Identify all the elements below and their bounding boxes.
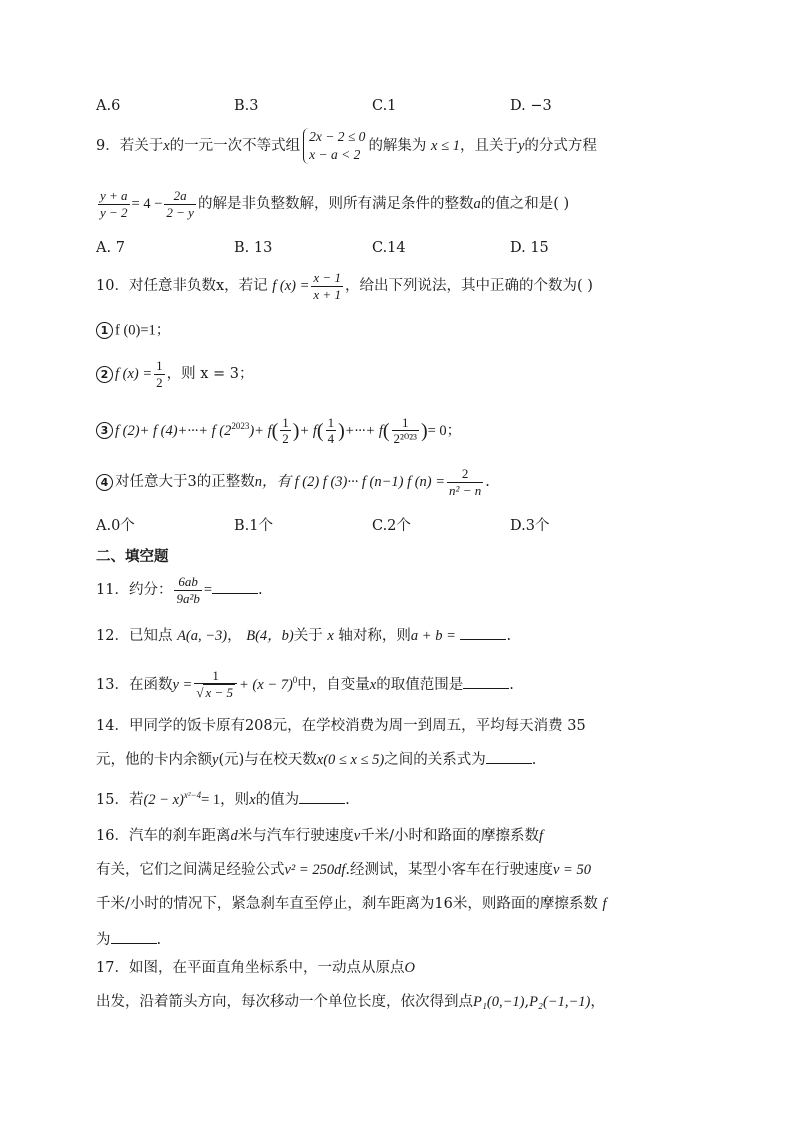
left-paren: ( <box>316 419 324 442</box>
q9-line-2: $\frac{y + a}{y - 2}$ = 4 − $\frac{2a}{2 - y}$ 的解是非负整数解，则所有满足条件的整数a的值之和是( ) <box>100 187 570 220</box>
q16-line-3: 千米/小时的情况下，紧急刹车直至停止，刹车距离为16米，则路面的摩擦系数 f <box>96 896 607 912</box>
right-paren: ) <box>292 419 300 442</box>
q9-option-b: B. 13 <box>234 240 273 256</box>
q10-s3-fraction-2: $\frac{1}{4}$ <box>327 414 335 447</box>
q10-fraction: $\frac{x - 1}{x + 1}$ <box>313 269 341 302</box>
q10-s3-fraction-1: $\frac{1}{2}$ <box>282 414 289 447</box>
q10-option-c: C.2个 <box>372 518 411 534</box>
q10-s4-fraction: $\frac{2}{\text{n² − n}}$ <box>449 465 482 498</box>
q16-line-1: 16．汽车的刹车距离d米与汽车行驶速度v千米/小时和路面的摩擦系数f <box>96 828 544 844</box>
q14-line-2: 元，他的卡内余额y(元)与在校天数x(0 ≤ x ≤ 5)之间的关系式为 . <box>96 752 537 768</box>
circled-number-4: 4 <box>96 474 113 491</box>
q17-line-1: 17．如图，在平面直角坐标系中，一动点从原点O <box>96 960 415 976</box>
q14-line-1: 14．甲同学的饭卡原有208元，在学校消费为周一到周五，平均每天消费 35 <box>96 718 586 734</box>
q12: 12．已知点 A(a, −3)， B(4，b)关于 x 轴对称，则a + b = . <box>96 628 512 644</box>
left-paren: ( <box>382 419 390 442</box>
sqrt-sign: √ <box>196 685 204 701</box>
q9-option-a: A. 7 <box>96 240 125 256</box>
circled-number-2: 2 <box>96 366 113 383</box>
answer-blank[interactable] <box>299 791 345 804</box>
left-paren: ( <box>271 419 279 442</box>
q8-option-b: B.3 <box>234 98 259 114</box>
q10-statement-4: 4 对任意大于3的正整数n，有 f (2) f (3)··· f (n−1) f (n) = $\frac{2}{\text{n² − n}}$ . <box>96 462 490 502</box>
q9-option-c: C.14 <box>372 240 406 256</box>
q9-fraction-2: $\frac{2a}{2 - y}$ <box>166 187 194 220</box>
answer-blank[interactable] <box>212 581 258 594</box>
q9-option-d: D. 15 <box>510 240 549 256</box>
q10-option-d: D.3个 <box>510 518 550 534</box>
q10-statement-2: 2 f (x) = $\frac{1}{2}$ ，则 x = 3； <box>96 354 254 394</box>
circled-number-1: 1 <box>96 322 113 339</box>
right-paren: ) <box>338 419 345 442</box>
q10-statement-1: 1 f (0)=1； <box>96 322 170 339</box>
q9-inequality-system: 2x − 2 ≤ 0 x − a < 2 <box>303 128 365 164</box>
right-paren: ) <box>420 419 428 442</box>
q9-line-1: 9．若关于x的一元一次不等式组 2x − 2 ≤ 0 x − a < 2 的解集为 x ≤ 1，且关于y的分式方程 <box>96 124 597 168</box>
q16-line-2: 有关，它们之间满足经验公式v² = 250df.经测试，某型小客车在行驶速度v = 50 <box>96 862 591 878</box>
q10-option-b: B.1个 <box>234 518 273 534</box>
answer-blank[interactable] <box>486 751 532 764</box>
q10-s2-fraction: $\frac{1}{2}$ <box>156 357 163 390</box>
q10-line-1: 10．对任意非负数x，若记 f (x) = $\frac{x - 1}{x + 1}$ ，给出下列说法，其中正确的个数为( ) <box>96 269 593 302</box>
q16-line-4: 为 . <box>96 932 162 948</box>
q11: 11．约分： $\frac{6ab}{\text{9a²b}}$ = . <box>96 573 263 606</box>
answer-blank[interactable] <box>463 676 509 689</box>
q9-fraction-1: $\frac{y + a}{y - 2}$ <box>100 187 128 220</box>
answer-blank[interactable] <box>111 931 157 944</box>
q10-option-a: A.0个 <box>96 518 135 534</box>
q8-option-c: C.1 <box>372 98 397 114</box>
q10-s3-fraction-3: $\frac{1}{\text{2²⁰²³}}$ <box>393 414 417 447</box>
section-heading: 二、填空题 <box>96 549 169 565</box>
q15: 15．若$(2 - x)^{x^2-4}= 1$，则x的值为 . <box>96 790 350 808</box>
q8-option-a: A.6 <box>96 98 121 114</box>
q11-fraction: $\frac{6ab}{\text{9a²b}}$ <box>176 573 200 606</box>
circled-number-3: 3 <box>96 422 113 439</box>
q17-line-2: 出发，沿着箭头方向，每次移动一个单位长度，依次得到点P₁(0,−1),P₂(−1,−1)， <box>96 994 605 1010</box>
q13-fraction: $\frac{1}{√ x - 5}$ <box>194 668 237 702</box>
q13: 13．在函数y = $\frac{1}{√ x - 5}$ + $(x - 7)^0$中，自变量x的取值范围是 . <box>96 667 514 701</box>
q8-option-d: D. −3 <box>510 98 552 114</box>
answer-blank[interactable] <box>460 627 506 640</box>
q10-statement-3: 3 f (2)+ f (4)+···+ f $(2^{2023})+ f$( $\frac{1}{2}$ )+ f( $\frac{1}{4}$ )+···+ f( $\frac{1}{\text{2²⁰²³}}$ )= 0； <box>96 404 461 453</box>
